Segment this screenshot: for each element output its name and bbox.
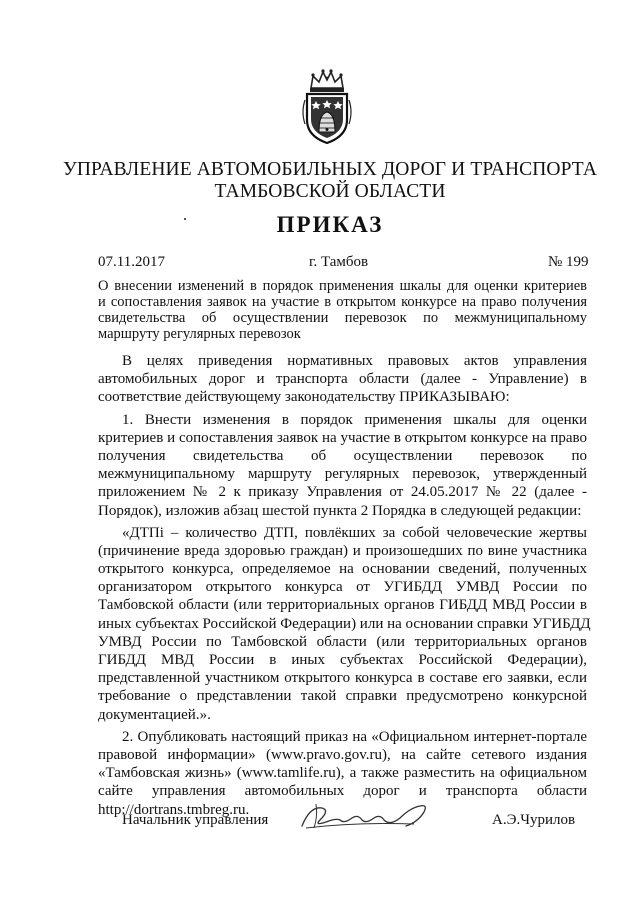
subject-line: свидетельства об осуществлении перевозок по межмуниципальному: [98, 310, 587, 326]
body-line: представленной участником открытого конкурса в составе его заявки, если: [98, 670, 587, 687]
document-subject: [98, 278, 587, 342]
signatory-name: А.Э.Чурилов: [492, 812, 576, 828]
body-line: УМВД России по Тамбовской области (или территориальных органов: [98, 633, 587, 650]
body-line: ГИБДД МВД России в иных субъектах Российской Федерации),: [98, 652, 587, 668]
body-line: приложением № 2 к приказу Управления от 24.05.2017 № 22 (далее -: [98, 484, 587, 501]
body-line: критериев и сопоставления заявок на участие в открытом конкурсе на право: [98, 429, 587, 446]
body-line: получения свидетельства об осуществлении перевозок по: [98, 447, 587, 464]
body-line: автомобильных дорог и транспорта области (далее - Управление) в: [98, 371, 587, 388]
scan-speck: [184, 218, 186, 220]
body-line: межмуниципальному маршруту регулярных перевозок, утвержденный: [98, 466, 587, 483]
body-line: «ДТПi – количество ДТП, повлёкших за собой человеческие жертвы: [122, 524, 587, 541]
organization-name-line2: ТАМБОВСКОЙ ОБЛАСТИ: [214, 181, 446, 202]
subject-line: маршруту регулярных перевозок: [98, 326, 301, 342]
body-line: соответствие действующему законодательству ПРИКАЗЫВАЮ:: [98, 389, 510, 406]
document-date: 07.11.2017: [98, 254, 165, 270]
body-line: В целях приведения нормативных правовых актов управления: [122, 353, 587, 369]
subject-line: и сопоставления заявок на участие в открытом конкурсе на право получения: [98, 294, 587, 310]
body-line: «Тамбовская жизнь» (www.tamlife.ru), а также разместить на официальном: [98, 765, 587, 782]
document-city: г. Тамбов: [309, 254, 369, 270]
body-line: организатором открытого конкурса от УГИБДД УМВД России по: [98, 579, 587, 596]
body-line: правовой информации» (www.pravo.gov.ru), на сайте сетевого издания: [98, 746, 587, 763]
organization-name-line1: УПРАВЛЕНИЕ АВТОМОБИЛЬНЫХ ДОРОГ И ТРАНСПОРТА: [62, 159, 598, 180]
subject-line: О внесении изменений в порядок применения шкалы для оценки критериев: [98, 278, 587, 294]
signatory-position: Начальник управления: [122, 812, 269, 828]
body-line: иных субъектах Российской Федерации) или на основании справки УГИБДД: [98, 615, 591, 632]
document-type-title: ПРИКАЗ: [276, 212, 384, 237]
document-body: [98, 352, 591, 819]
body-line: открытого конкурса, определяемое на основании сведений, полученных: [98, 561, 587, 578]
body-line: сайте управления автомобильных дорог и транспорта области: [98, 783, 587, 800]
body-line: документацией.».: [98, 706, 211, 723]
body-line: требование о представлении такой справки предусмотрено конкурсной: [98, 688, 587, 705]
document-number: № 199: [548, 254, 589, 270]
body-line: (причинение вреда здоровью граждан) и произошедших по вине участника: [98, 542, 587, 559]
handwritten-signature: [296, 798, 436, 834]
body-line: 1. Внести изменения в порядок применения шкалы для оценки: [122, 411, 587, 428]
body-line: http://dortrans.tmbreg.ru.: [98, 801, 250, 818]
body-line: 2. Опубликовать настоящий приказ на «Официальном интернет-портале: [122, 728, 587, 745]
body-line: Порядок), изложив абзац шестой пункта 2 Порядка в следующей редакции:: [98, 502, 582, 519]
coat-of-arms-icon: [297, 66, 357, 146]
body-line: Тамбовской области (или территориальных органов ГИБДД МВД России в: [98, 597, 587, 614]
